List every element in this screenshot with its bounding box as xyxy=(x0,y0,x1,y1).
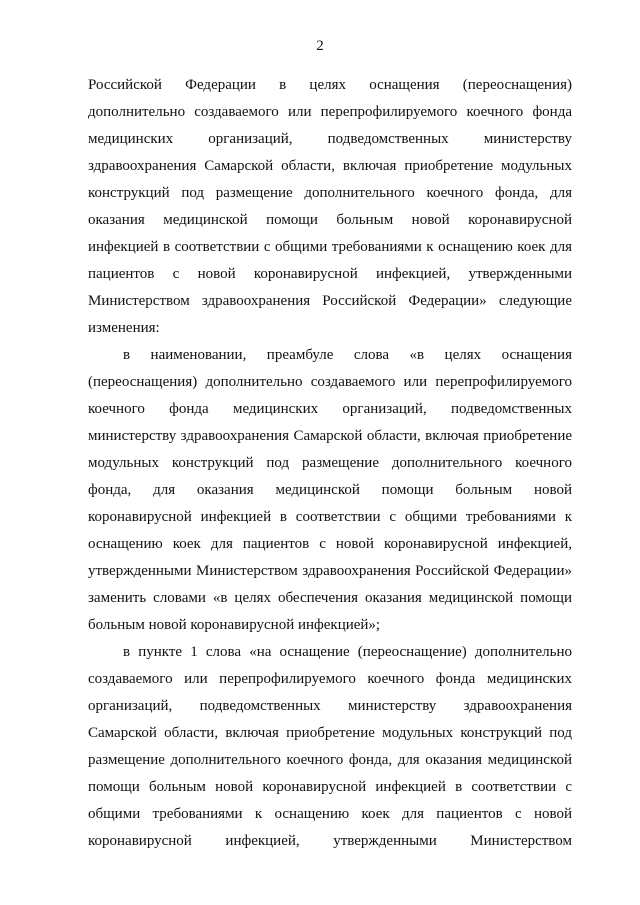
text-line: организаций, подведомственных министерству здравоохранения xyxy=(88,698,572,714)
text-line: изменения: xyxy=(88,320,160,336)
text-line: коронавирусной инфекцией, утвержденными Министерством xyxy=(88,833,572,849)
text-line: коечного фонда медицинских организаций, подведомственных xyxy=(88,401,572,417)
text-line: создаваемого или перепрофилируемого коечного фонда медицинских xyxy=(88,671,572,687)
text-line: пациентов с новой коронавирусной инфекцией, утвержденными xyxy=(88,266,572,282)
text-line: общими требованиями к оснащению коек для пациентов с новой xyxy=(88,806,572,822)
text-line: оказания медицинской помощи больным новой коронавирусной xyxy=(88,212,572,228)
text-line: инфекцией в соответствии с общими требованиями к оснащению коек для xyxy=(88,239,572,255)
text-line: Самарской области, включая приобретение модульных конструкций под xyxy=(88,725,572,741)
text-line: заменить словами «в целях обеспечения оказания медицинской помощи xyxy=(88,590,572,606)
text-line: помощи больным новой коронавирусной инфекцией в соответствии с xyxy=(88,779,572,795)
text-line: коронавирусной инфекцией в соответствии с общими требованиями к xyxy=(88,509,572,525)
text-line: фонда, для оказания медицинской помощи больным новой xyxy=(88,482,572,498)
text-line: конструкций под размещение дополнительного коечного фонда, для xyxy=(88,185,572,201)
text-line: больным новой коронавирусной инфекцией»; xyxy=(88,617,381,633)
text-line: модульных конструкций под размещение дополнительного коечного xyxy=(88,455,572,471)
text-line: оснащению коек для пациентов с новой коронавирусной инфекцией, xyxy=(88,536,572,552)
page-number: 2 xyxy=(316,38,324,54)
text-line: Российской Федерации в целях оснащения (переоснащения) xyxy=(88,77,572,93)
text-line: здравоохранения Самарской области, включая приобретение модульных xyxy=(88,158,572,174)
text-line: медицинских организаций, подведомственных министерству xyxy=(88,131,572,147)
text-line: Министерством здравоохранения Российской Федерации» следующие xyxy=(88,293,572,309)
text-line: министерству здравоохранения Самарской области, включая приобретение xyxy=(88,428,572,444)
text-line: в наименовании, преамбуле слова «в целях оснащения xyxy=(123,347,572,363)
text-line: размещение дополнительного коечного фонда, для оказания медицинской xyxy=(88,752,572,768)
text-line: утвержденными Министерством здравоохранения Российской Федерации» xyxy=(88,563,572,579)
text-line: дополнительно создаваемого или перепрофилируемого коечного фонда xyxy=(88,104,572,120)
text-line: (переоснащения) дополнительно создаваемого или перепрофилируемого xyxy=(88,374,572,390)
text-line: в пункте 1 слова «на оснащение (переоснащение) дополнительно xyxy=(123,644,572,660)
